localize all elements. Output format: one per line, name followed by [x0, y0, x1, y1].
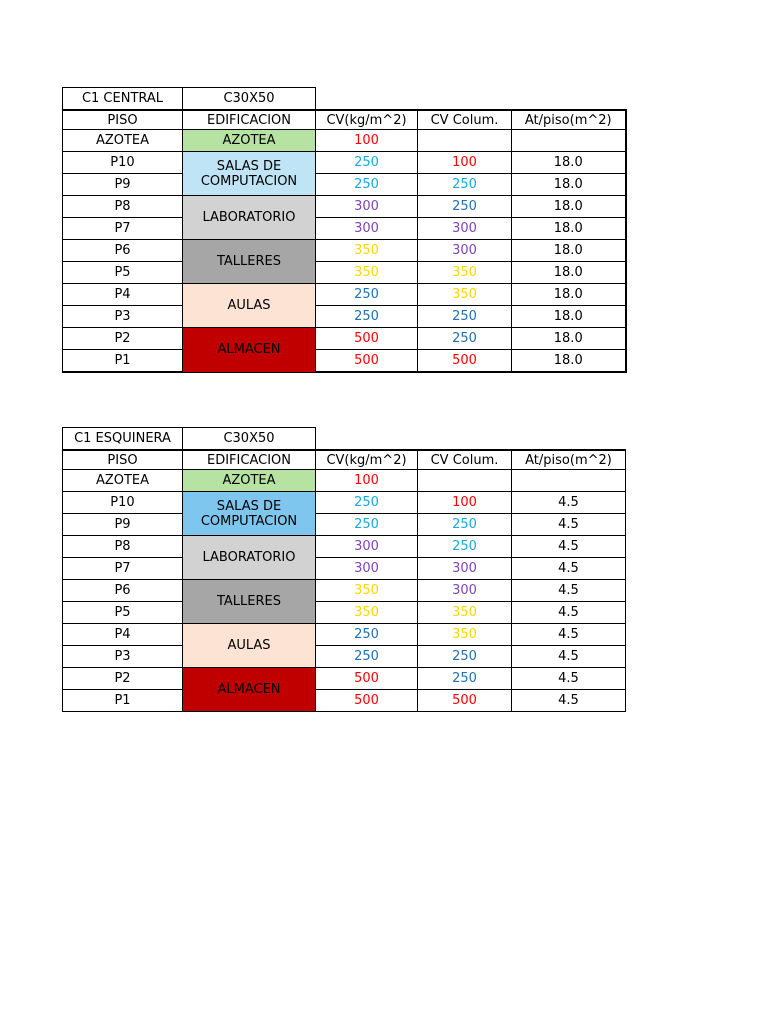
at-piso-cell: 4.5	[512, 624, 626, 646]
table-row	[63, 152, 626, 174]
at-piso-cell: 4.5	[512, 492, 626, 514]
header-cv-colum: CV Colum.	[418, 110, 512, 130]
cv-cell: 500	[316, 328, 418, 350]
piso-cell: P9	[63, 514, 183, 536]
table-row	[63, 284, 626, 306]
cv-cell: 100	[316, 470, 418, 492]
cv-colum-cell: 250	[418, 174, 512, 196]
cv-cell: 500	[316, 690, 418, 712]
cv-cell: 300	[316, 558, 418, 580]
at-piso-cell: 18.0	[512, 196, 626, 218]
piso-cell: P10	[63, 492, 183, 514]
empty-cell	[512, 88, 626, 111]
piso-cell: AZOTEA	[63, 470, 183, 492]
edificacion-cell: ALMACEN	[183, 668, 316, 712]
at-piso-cell: 4.5	[512, 690, 626, 712]
piso-cell: P3	[63, 646, 183, 668]
piso-cell: P8	[63, 536, 183, 558]
cv-cell: 500	[316, 350, 418, 373]
empty-cell	[316, 428, 418, 451]
table-row	[63, 240, 626, 262]
at-piso-cell: 18.0	[512, 240, 626, 262]
table-row	[63, 470, 626, 492]
cv-cell: 250	[316, 624, 418, 646]
header-row	[63, 110, 626, 130]
cv-cell: 100	[316, 130, 418, 152]
cv-cell: 250	[316, 492, 418, 514]
piso-cell: P5	[63, 262, 183, 284]
table-c1-esquinera	[62, 427, 626, 712]
cv-colum-cell	[418, 130, 512, 152]
piso-cell: P9	[63, 174, 183, 196]
table-row	[63, 196, 626, 218]
at-piso-cell: 4.5	[512, 514, 626, 536]
cv-cell: 250	[316, 646, 418, 668]
piso-cell: P5	[63, 602, 183, 624]
piso-cell: P4	[63, 284, 183, 306]
table-row	[63, 668, 626, 690]
edificacion-cell: AZOTEA	[183, 130, 316, 152]
at-piso-cell: 18.0	[512, 350, 626, 373]
piso-cell: P2	[63, 668, 183, 690]
piso-cell: P4	[63, 624, 183, 646]
table-title: C1 ESQUINERA	[63, 428, 183, 451]
cv-cell: 300	[316, 536, 418, 558]
cv-colum-cell: 250	[418, 668, 512, 690]
cv-cell: 250	[316, 284, 418, 306]
at-piso-cell: 18.0	[512, 328, 626, 350]
piso-cell: P3	[63, 306, 183, 328]
title-row	[63, 88, 626, 111]
cv-cell: 300	[316, 218, 418, 240]
table-c1-central	[62, 87, 627, 373]
piso-cell: P7	[63, 218, 183, 240]
at-piso-cell	[512, 470, 626, 492]
header-at-piso: At/piso(m^2)	[512, 110, 626, 130]
title-row	[63, 428, 626, 451]
table-row	[63, 646, 626, 668]
header-cv-colum: CV Colum.	[418, 450, 512, 470]
cv-colum-cell: 300	[418, 240, 512, 262]
cv-cell: 300	[316, 196, 418, 218]
at-piso-cell: 18.0	[512, 284, 626, 306]
at-piso-cell: 4.5	[512, 580, 626, 602]
at-piso-cell: 18.0	[512, 218, 626, 240]
edificacion-cell: ALMACEN	[183, 328, 316, 373]
cv-colum-cell: 250	[418, 514, 512, 536]
cv-colum-cell: 300	[418, 218, 512, 240]
cv-colum-cell: 250	[418, 196, 512, 218]
table-row	[63, 262, 626, 284]
cv-cell: 250	[316, 152, 418, 174]
table-row	[63, 218, 626, 240]
edificacion-cell: AZOTEA	[183, 470, 316, 492]
cv-colum-cell: 250	[418, 328, 512, 350]
at-piso-cell: 4.5	[512, 536, 626, 558]
header-edificacion: EDIFICACION	[183, 110, 316, 130]
cv-cell: 350	[316, 262, 418, 284]
piso-cell: P7	[63, 558, 183, 580]
column-section: C30X50	[183, 428, 316, 451]
cv-colum-cell: 250	[418, 306, 512, 328]
table-row	[63, 130, 626, 152]
cv-colum-cell: 100	[418, 152, 512, 174]
cv-colum-cell: 350	[418, 284, 512, 306]
at-piso-cell: 4.5	[512, 668, 626, 690]
piso-cell: P6	[63, 240, 183, 262]
cv-cell: 250	[316, 306, 418, 328]
cv-colum-cell: 100	[418, 492, 512, 514]
at-piso-cell: 4.5	[512, 602, 626, 624]
cv-colum-cell: 350	[418, 624, 512, 646]
cv-colum-cell: 350	[418, 602, 512, 624]
at-piso-cell: 18.0	[512, 306, 626, 328]
empty-cell	[418, 88, 512, 111]
table-row	[63, 602, 626, 624]
cv-cell: 500	[316, 668, 418, 690]
at-piso-cell: 18.0	[512, 152, 626, 174]
column-section: C30X50	[183, 88, 316, 111]
edificacion-cell: LABORATORIO	[183, 536, 316, 580]
cv-cell: 350	[316, 602, 418, 624]
piso-cell: P10	[63, 152, 183, 174]
at-piso-cell: 4.5	[512, 646, 626, 668]
header-edificacion: EDIFICACION	[183, 450, 316, 470]
header-piso: PISO	[63, 450, 183, 470]
piso-cell: P1	[63, 350, 183, 373]
empty-cell	[316, 88, 418, 111]
cv-colum-cell: 500	[418, 690, 512, 712]
cv-colum-cell: 250	[418, 646, 512, 668]
empty-cell	[512, 428, 626, 451]
cv-cell: 350	[316, 240, 418, 262]
at-piso-cell: 18.0	[512, 174, 626, 196]
header-cv: CV(kg/m^2)	[316, 450, 418, 470]
cv-colum-cell: 250	[418, 536, 512, 558]
edificacion-cell: TALLERES	[183, 580, 316, 624]
table-row	[63, 174, 626, 196]
at-piso-cell: 18.0	[512, 262, 626, 284]
cv-colum-cell: 350	[418, 262, 512, 284]
empty-cell	[418, 428, 512, 451]
cv-colum-cell: 300	[418, 558, 512, 580]
edificacion-cell: SALAS DE COMPUTACION	[183, 152, 316, 196]
piso-cell: P1	[63, 690, 183, 712]
edificacion-cell: TALLERES	[183, 240, 316, 284]
edificacion-cell: AULAS	[183, 284, 316, 328]
cv-cell: 350	[316, 580, 418, 602]
cv-cell: 250	[316, 514, 418, 536]
table-row	[63, 328, 626, 350]
edificacion-cell: AULAS	[183, 624, 316, 668]
cv-colum-cell	[418, 470, 512, 492]
edificacion-cell: LABORATORIO	[183, 196, 316, 240]
at-piso-cell: 4.5	[512, 558, 626, 580]
header-row	[63, 450, 626, 470]
cv-colum-cell: 500	[418, 350, 512, 373]
table-row	[63, 624, 626, 646]
table-row	[63, 536, 626, 558]
table-row	[63, 350, 626, 373]
table-row	[63, 580, 626, 602]
piso-cell: P2	[63, 328, 183, 350]
table-row	[63, 514, 626, 536]
piso-cell: P8	[63, 196, 183, 218]
table-title: C1 CENTRAL	[63, 88, 183, 111]
edificacion-cell: SALAS DE COMPUTACION	[183, 492, 316, 536]
table-row	[63, 306, 626, 328]
at-piso-cell	[512, 130, 626, 152]
header-piso: PISO	[63, 110, 183, 130]
header-at-piso: At/piso(m^2)	[512, 450, 626, 470]
table-row	[63, 690, 626, 712]
header-cv: CV(kg/m^2)	[316, 110, 418, 130]
piso-cell: P6	[63, 580, 183, 602]
piso-cell: AZOTEA	[63, 130, 183, 152]
cv-cell: 250	[316, 174, 418, 196]
table-row	[63, 558, 626, 580]
cv-colum-cell: 300	[418, 580, 512, 602]
table-row	[63, 492, 626, 514]
